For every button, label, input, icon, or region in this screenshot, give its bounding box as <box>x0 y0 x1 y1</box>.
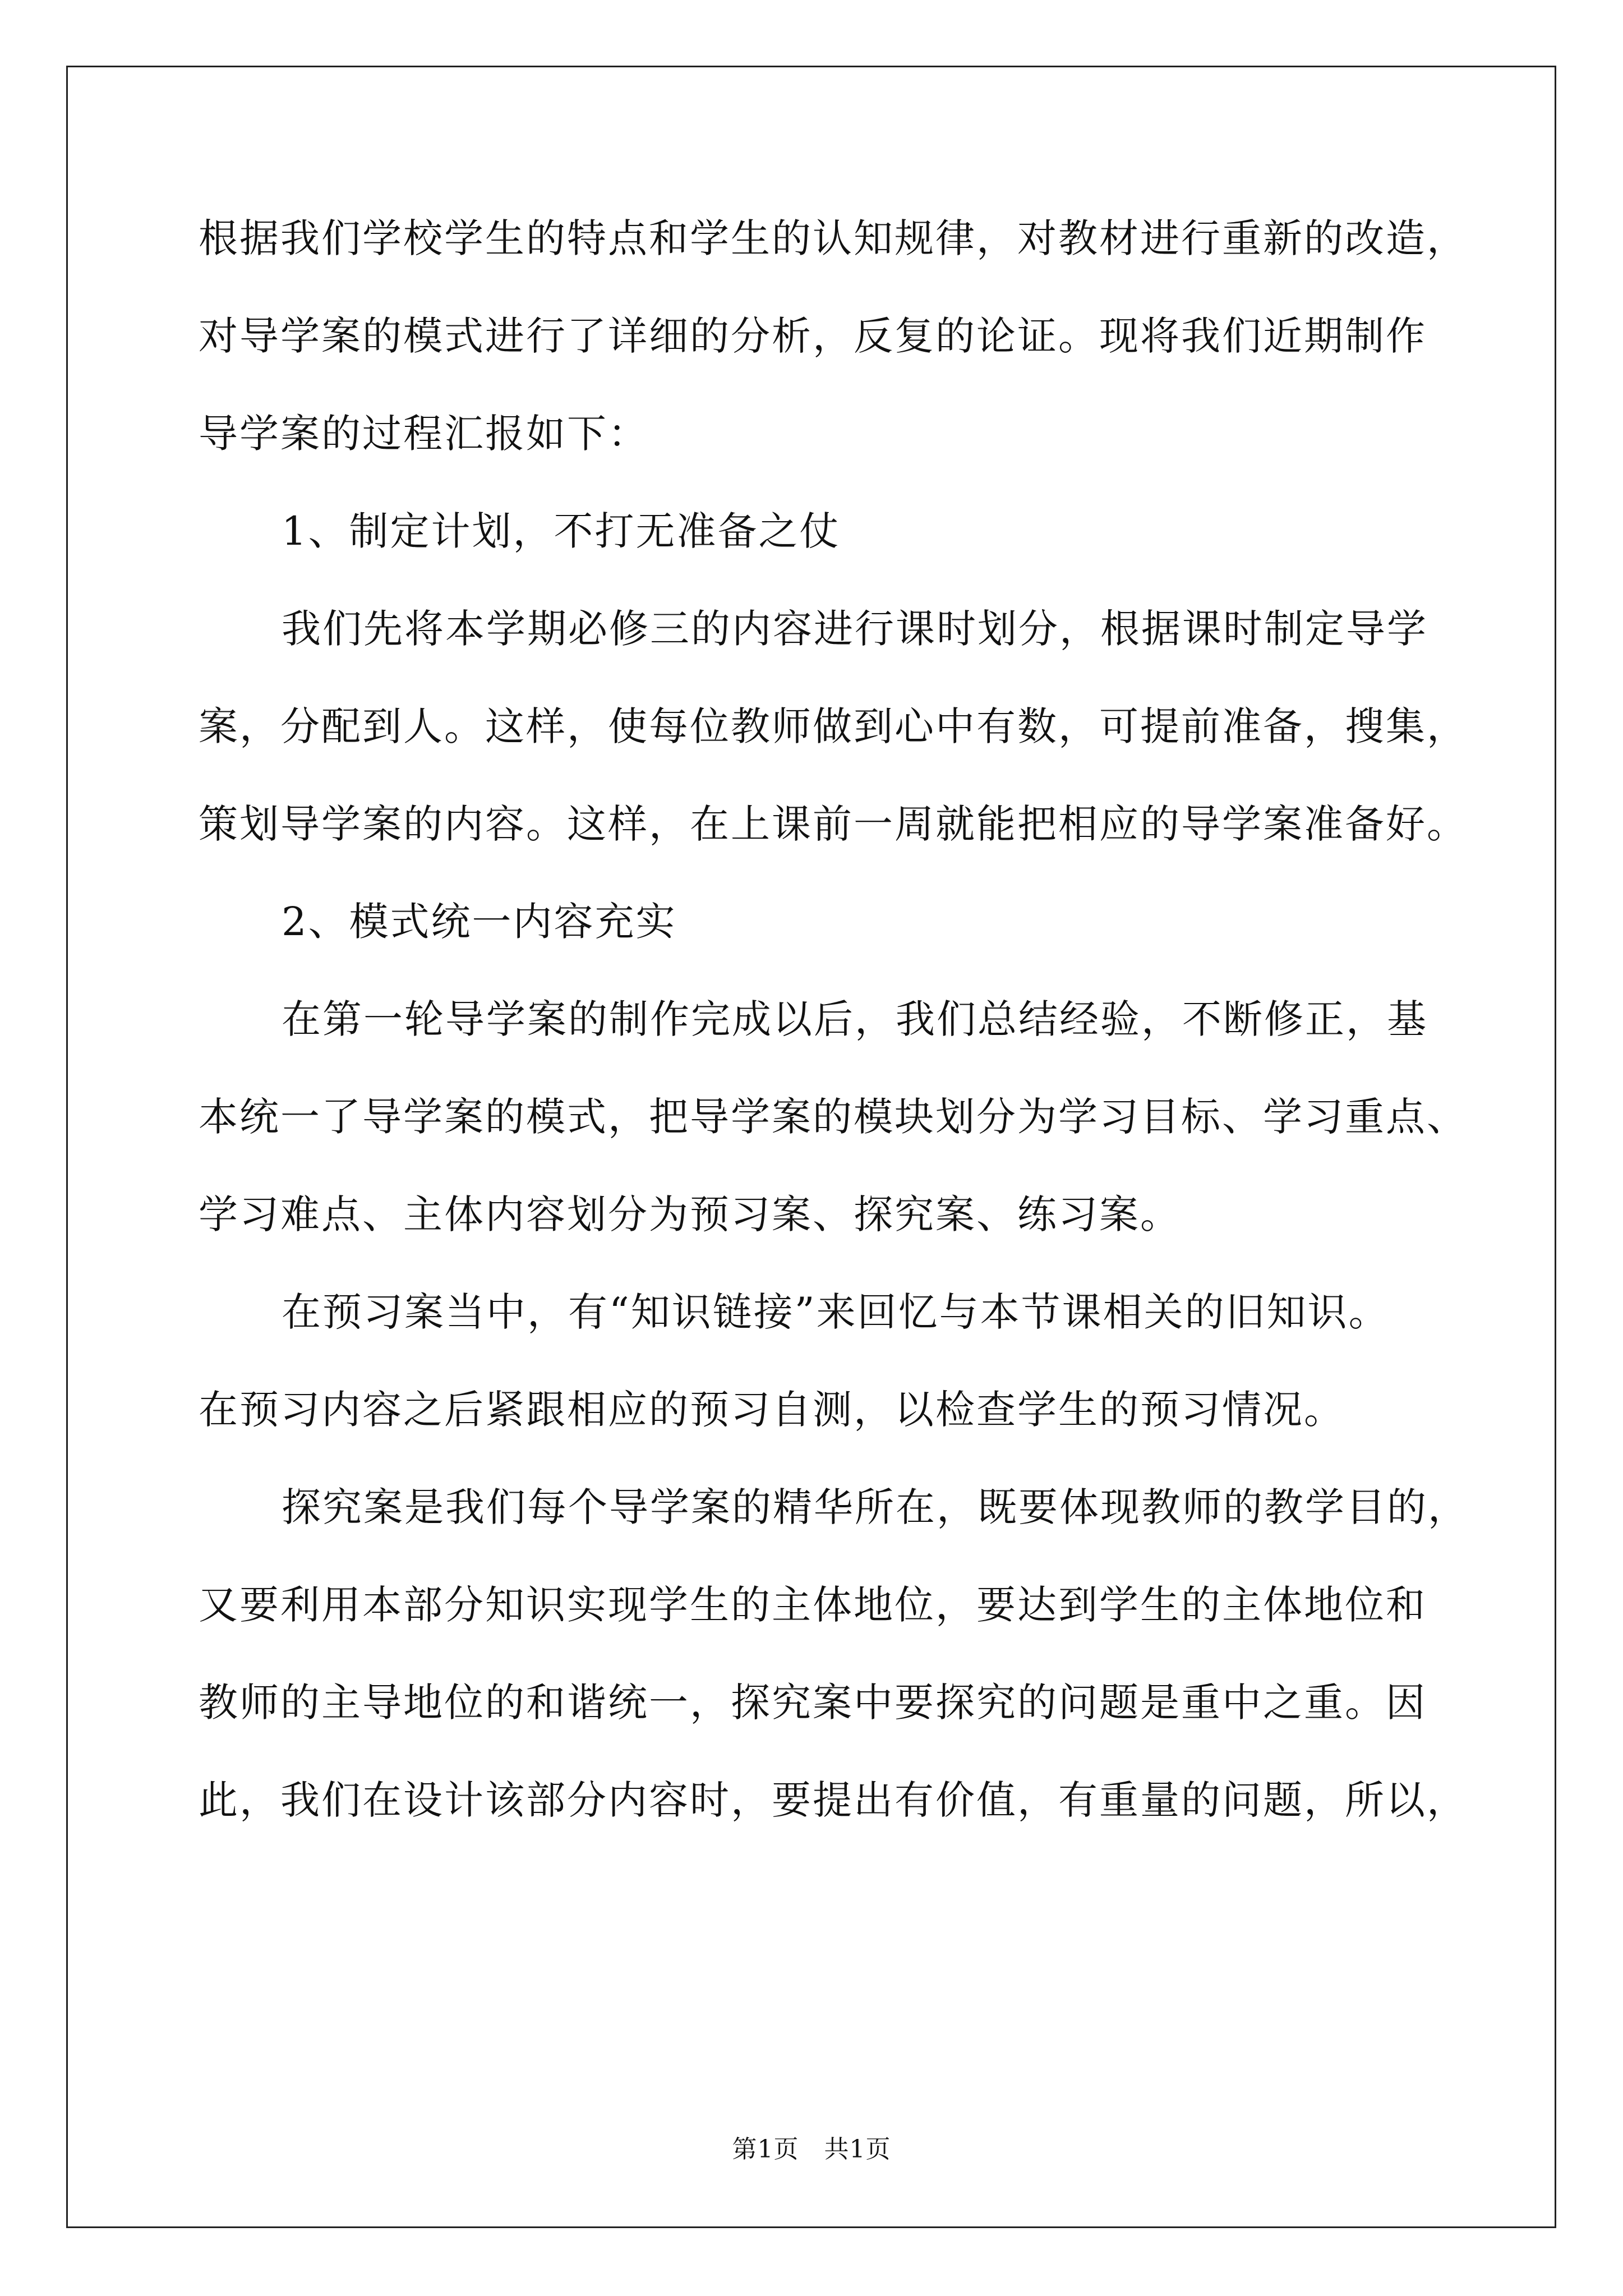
text-line: 本统一了导学案的模式，把导学案的模块划分为学习目标、学习重点、 <box>199 1094 1468 1140</box>
section-heading: 2、模式统一内容充实 <box>282 899 677 945</box>
document-body <box>199 190 1483 1849</box>
paragraph-start: 在预习案当中，有“知识链接”来回忆与本节课相关的旧知识。 <box>282 1289 1390 1335</box>
paragraph-start: 探究案是我们每个导学案的精华所在，既要体现教师的教学目的， <box>282 1484 1469 1530</box>
text-line: 案，分配到人。这样，使每位教师做到心中有数，可提前准备，搜集， <box>199 703 1468 749</box>
paragraph-start: 我们先将本学期必修三的内容进行课时划分，根据课时制定导学 <box>282 606 1428 652</box>
paragraph-start: 在第一轮导学案的制作完成以后，我们总结经验，不断修正，基 <box>282 996 1428 1042</box>
text-line: 根据我们学校学生的特点和学生的认知规律，对教材进行重新的改造， <box>199 215 1468 261</box>
text-line: 此，我们在设计该部分内容时，要提出有价值，有重量的问题，所以， <box>199 1777 1468 1823</box>
text-line: 策划导学案的内容。这样，在上课前一周就能把相应的导学案准备好。 <box>199 801 1468 847</box>
text-line: 又要利用本部分知识实现学生的主体地位，要达到学生的主体地位和 <box>199 1582 1427 1628</box>
text-line: 对导学案的模式进行了详细的分析，反复的论证。现将我们近期制作 <box>199 313 1427 359</box>
section-heading: 1、制定计划，不打无准备之仗 <box>282 508 841 554</box>
text-line: 导学案的过程汇报如下： <box>199 411 649 457</box>
text-line: 教师的主导地位的和谐统一，探究案中要探究的问题是重中之重。因 <box>199 1680 1427 1726</box>
text-line: 在预习内容之后紧跟相应的预习自测，以检查学生的预习情况。 <box>199 1387 1345 1433</box>
page-footer: 第1页 共1页 <box>732 2135 891 2164</box>
text-line: 学习难点、主体内容划分为预习案、探究案、练习案。 <box>199 1191 1181 1237</box>
